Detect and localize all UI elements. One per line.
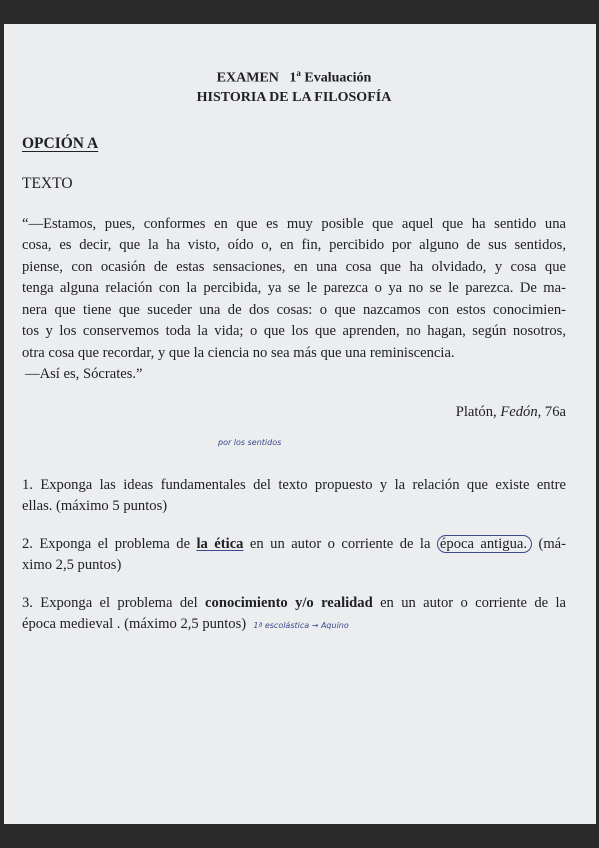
option-heading: OPCIÓN A	[22, 134, 99, 152]
quote-line: tenga alguna relación con la percibida, ya se le parezca o ya no se le parezca. De ma-	[22, 280, 566, 297]
circled-text: época antigua.	[437, 535, 532, 553]
quote-line: nera que tiene que suceder una de dos cosas: o que nazcamos con estos conocimien-	[22, 301, 566, 318]
exam-sheet	[4, 24, 596, 824]
quote-line: piense, con ocasión de estas sensaciones, en una cosa que ha olvidado, y cosa que	[22, 258, 566, 275]
question-2: 2. Exponga el problema de la ética en un autor o corriente de la época antigua. (má- ximo 2,5 puntos)	[22, 535, 567, 574]
quote-line: otra cosa que recordar, y que la ciencia no sea más que una reminiscencia.	[22, 344, 455, 361]
exam-subject: HISTORIA DE LA FILOSOFÍA	[196, 89, 392, 105]
question-3: 3. Exponga el problema del conocimiento y/o realidad en un autor o corriente de la época medieval . (máximo 2,5 puntos) 1ª escolástica → Aquino	[22, 594, 566, 633]
quote-line: tos y los conservemos toda la vida; o que los que aprenden, no hagan, según nosotros,	[22, 323, 566, 340]
texto-label: TEXTO	[22, 174, 73, 192]
quote-line: cosa, es decir, que la ha visto, oído o, en fin, percibido por alguno de sus sentidos,	[22, 237, 566, 254]
question-1: 1. Exponga las ideas fundamentales del texto propuesto y la relación que existe entre ellas. (máximo 5 puntos)	[22, 476, 566, 515]
quote-reply: —Así es, Sócrates.”	[25, 366, 143, 383]
exam-header	[22, 64, 566, 107]
handwritten-note: por los sentidos	[218, 437, 282, 447]
citation: Platón, Fedón, 76a	[455, 403, 566, 420]
quote-line: “—Estamos, pues, conformes en que es muy posible que aquel que ha sentido una	[22, 215, 566, 232]
exam-title: EXAMEN 1$^a$ Evaluación	[216, 68, 372, 86]
handwritten-note: 1ª escolástica → Aquino	[253, 621, 349, 631]
